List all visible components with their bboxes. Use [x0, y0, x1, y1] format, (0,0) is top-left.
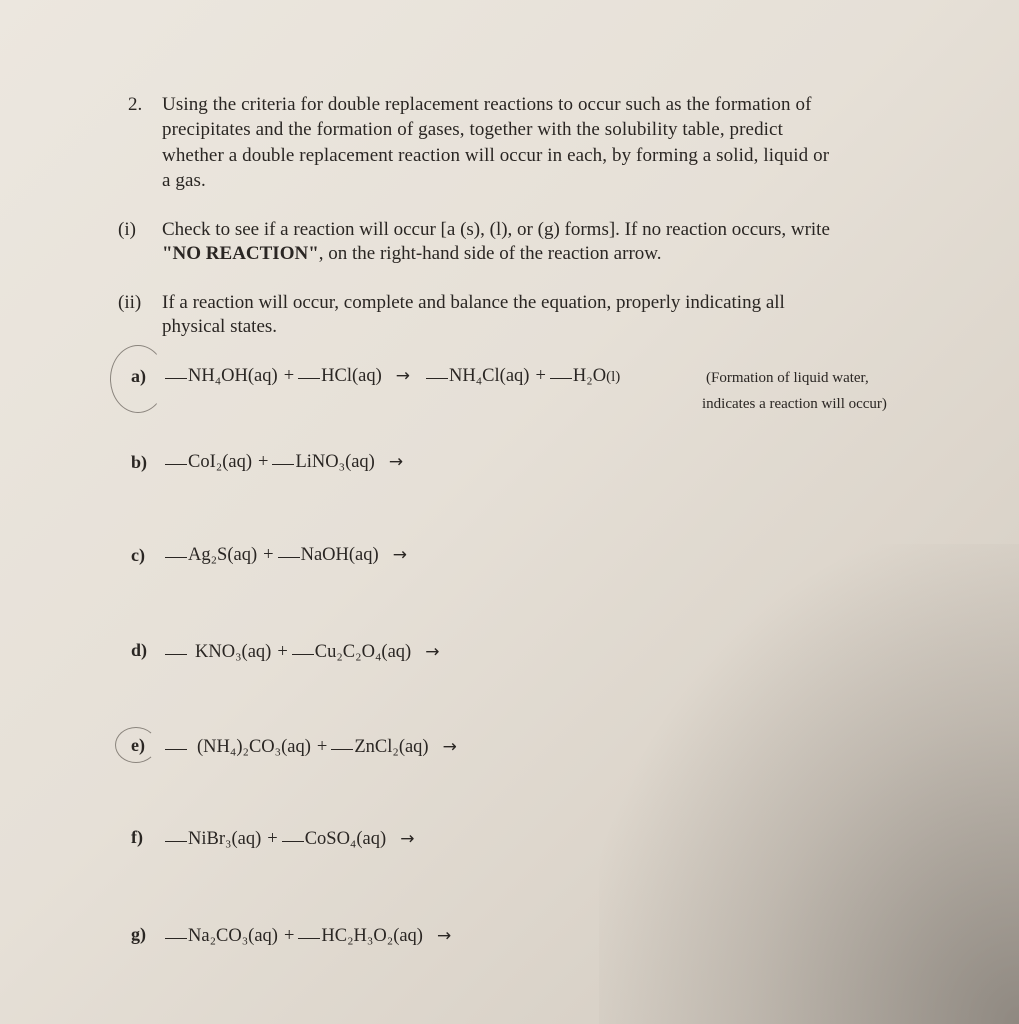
coefficient-blank[interactable]: [165, 378, 187, 379]
plus-sign: +: [267, 829, 278, 849]
reaction-e-label: e): [131, 735, 145, 755]
plus-sign: +: [283, 926, 295, 946]
plus-sign: +: [258, 452, 269, 472]
coefficient-blank[interactable]: [550, 378, 572, 379]
reactant-2-state: (aq): [348, 545, 379, 565]
reactant-2-state: (aq): [381, 642, 412, 662]
question-line-2: precipitates and the formation of gases, together with the solubility table, predict: [162, 119, 783, 140]
reaction-g-equation: [165, 926, 451, 947]
reaction-arrow: →: [392, 545, 407, 565]
reaction-a-note-line-1: (Formation of liquid water,: [706, 370, 869, 386]
reactant-1: CoI₂: [188, 452, 223, 472]
reaction-arrow: →: [442, 737, 457, 757]
reactant-2: CoSO₄: [304, 829, 357, 849]
reaction-d-label: d): [131, 640, 148, 660]
reactant-2: HCl: [321, 366, 352, 386]
instruction-i-line-1: Check to see if a reaction will occur [a (s), (l), or (g) forms]. If no reaction occurs, write: [162, 219, 830, 240]
reactant-2: NaOH: [300, 545, 349, 565]
reactant-2-state: (aq): [351, 366, 382, 386]
reaction-a-label: a): [131, 366, 146, 386]
coefficient-blank[interactable]: [292, 654, 314, 655]
coefficient-blank[interactable]: [426, 378, 448, 379]
product-1: NH₄Cl: [449, 366, 500, 386]
reactant-1-state: (aq): [248, 926, 278, 946]
reaction-b-equation: [165, 452, 403, 473]
coefficient-blank[interactable]: [298, 378, 320, 379]
reaction-c-label: c): [131, 545, 145, 565]
reactant-2-state: (aq): [398, 737, 429, 757]
reactant-1-state: (aq): [281, 737, 311, 757]
reactant-2-state: (aq): [356, 829, 387, 849]
coefficient-blank[interactable]: [331, 749, 353, 750]
instruction-ii-line-1: If a reaction will occur, complete and balance the equation, properly indicating all: [162, 292, 785, 313]
question-line-3: whether a double replacement reaction will occur in each, by forming a solid, liquid or: [162, 145, 830, 166]
coefficient-blank[interactable]: [165, 749, 187, 750]
reaction-arrow: →: [425, 642, 440, 662]
reactant-2: Cu₂C₂O₄: [314, 642, 382, 662]
plus-sign: +: [277, 642, 288, 662]
product-1-state: (aq): [499, 366, 530, 386]
instruction-i-mark: (i): [118, 219, 136, 240]
reactant-1-state: (aq): [222, 452, 252, 472]
reaction-f-equation: [165, 829, 414, 850]
instruction-i-line-2-rest: , on the right-hand side of the reaction arrow.: [318, 243, 662, 264]
instruction-ii-line-2: physical states.: [162, 316, 278, 337]
reactant-1: NiBr₃: [188, 829, 232, 849]
reactant-2-state: (aq): [345, 452, 375, 472]
question-line-1: Using the criteria for double replacement reactions to occur such as the formation of: [162, 94, 812, 115]
reaction-arrow: →: [395, 366, 411, 386]
reaction-arrow: →: [388, 452, 404, 472]
no-reaction-emphasis: "NO REACTION": [162, 243, 319, 264]
reaction-arrow: →: [436, 926, 452, 946]
reaction-b-label: b): [131, 452, 148, 472]
reactant-1-state: (aq): [247, 366, 278, 386]
reactant-2: ZnCl₂: [354, 737, 399, 757]
coefficient-blank[interactable]: [282, 841, 304, 842]
reaction-g-label: g): [131, 924, 146, 944]
reactant-1: Na₂CO₃: [188, 926, 249, 946]
reactant-1: (NH₄)₂CO₃: [197, 737, 282, 757]
coefficient-blank[interactable]: [165, 938, 187, 939]
coefficient-blank[interactable]: [165, 464, 187, 465]
plus-sign: +: [283, 366, 295, 386]
plus-sign: +: [316, 737, 328, 757]
instruction-i-line-2: [162, 243, 662, 265]
reactant-1: Ag₂S: [188, 545, 228, 565]
question-number: 2.: [128, 94, 143, 115]
reactant-1: KNO₃: [195, 642, 242, 662]
coefficient-blank[interactable]: [278, 557, 300, 558]
plus-sign: +: [263, 545, 274, 565]
plus-sign: +: [535, 366, 546, 386]
product-2-state: (l): [606, 369, 621, 385]
reactant-1-state: (aq): [241, 642, 272, 662]
coefficient-blank[interactable]: [165, 654, 187, 655]
reaction-c-equation: [165, 545, 407, 566]
photo-shadow: [599, 544, 1019, 1024]
reactant-1-state: (aq): [231, 829, 262, 849]
coefficient-blank[interactable]: [165, 841, 187, 842]
reactant-2-state: (aq): [393, 926, 423, 946]
reaction-a-equation: [165, 366, 620, 387]
reaction-a-note-line-2: indicates a reaction will occur): [702, 396, 887, 412]
reaction-e-equation: [165, 737, 457, 758]
product-2: H₂O: [572, 366, 607, 386]
reactant-1-state: (aq): [227, 545, 258, 565]
reaction-d-equation: [165, 642, 439, 663]
coefficient-blank[interactable]: [298, 938, 320, 939]
reactant-1: NH₄OH: [188, 366, 248, 386]
reaction-f-label: f): [131, 827, 143, 847]
reaction-arrow: →: [400, 829, 415, 849]
instruction-ii-mark: (ii): [118, 292, 142, 313]
reactant-2: LiNO₃: [295, 452, 346, 472]
coefficient-blank[interactable]: [272, 464, 294, 465]
coefficient-blank[interactable]: [165, 557, 187, 558]
question-line-4: a gas.: [162, 170, 206, 191]
reactant-2: HC₂H₃O₂: [321, 926, 394, 946]
